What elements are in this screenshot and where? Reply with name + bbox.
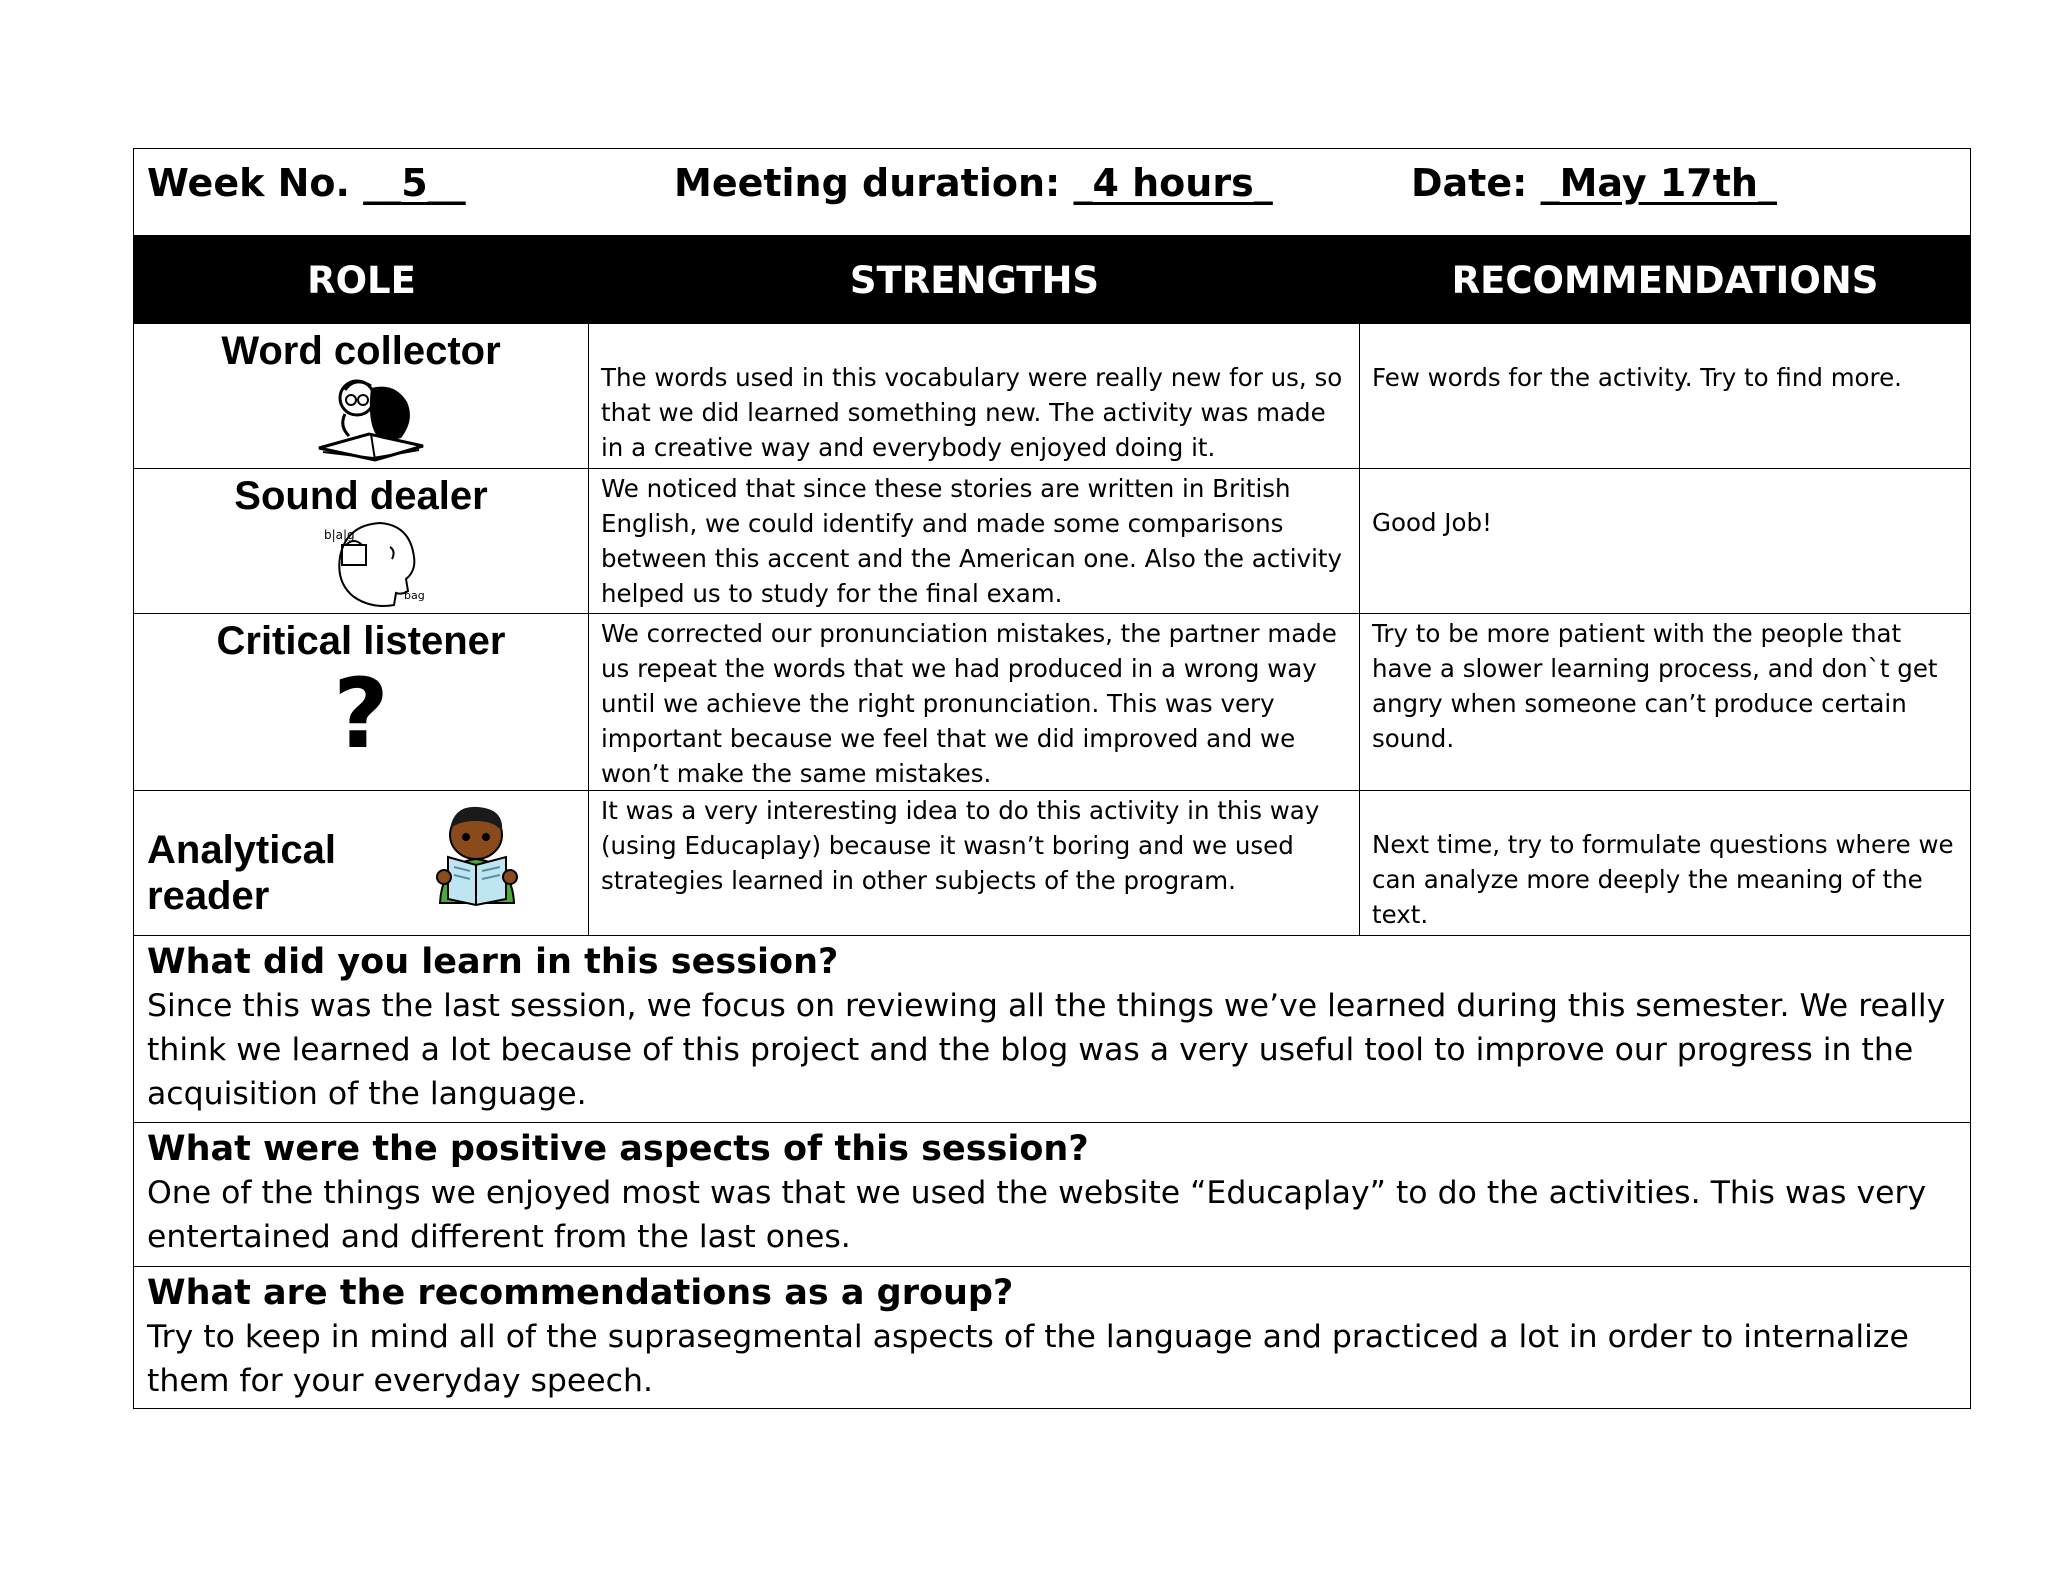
reading-book-icon <box>315 370 427 462</box>
table-row <box>134 613 1970 790</box>
role-cell <box>134 791 589 935</box>
date-field <box>1411 161 1777 205</box>
session-report-table <box>133 148 1971 1409</box>
question-block-recommendations <box>134 1266 1970 1408</box>
role-title: Critical listener <box>216 619 506 663</box>
question-block-positive <box>134 1122 1970 1266</box>
column-header-recommendations: RECOMMENDATIONS <box>1451 258 1879 302</box>
column-headers <box>134 236 1970 324</box>
boy-reading-icon <box>426 803 530 907</box>
week-label: Week No. <box>147 161 350 205</box>
strengths-cell: We noticed that since these stories are written in British English, we could identify and made some comparisons between this accent and the American one. Also the activity helped us to study for the final exam. <box>589 469 1360 613</box>
date-value: _May 17th_ <box>1540 161 1777 205</box>
role-title-line-1: Analytical <box>147 828 336 872</box>
strengths-cell: The words used in this vocabulary were really new for us, so that we did learned something new. The activity was made in a creative way and everybody enjoyed doing it. <box>589 324 1360 468</box>
recommendations-cell: Next time, try to formulate questions where we can analyze more deeply the meaning of the text. <box>1372 830 1954 929</box>
column-header-strengths: STRENGTHS <box>849 258 1100 302</box>
strengths-cell: We corrected our pronunciation mistakes, the partner made us repeat the words that we had produced in a wrong way until we achieve the right pronunciation. This was very important because we feel that we did improved and we won’t make the same mistakes. <box>589 614 1360 790</box>
column-header-role: ROLE <box>307 258 416 302</box>
question-title: What were the positive aspects of this session? <box>147 1129 1089 1169</box>
table-row <box>134 324 1970 468</box>
head-sound-icon <box>320 517 430 609</box>
table-row <box>134 468 1970 613</box>
header-row <box>134 149 1970 236</box>
roles-body <box>134 324 1970 935</box>
recommendations-cell: Try to be more patient with the people that have a slower learning process, and don`t get angry when someone can’t produce certain sound. <box>1372 619 1938 753</box>
question-block-learned <box>134 935 1970 1122</box>
role-title <box>147 827 336 919</box>
icon-letters: b|a|g <box>324 528 355 542</box>
question-title: What are the recommendations as a group? <box>147 1273 1014 1313</box>
duration-label: Meeting duration: <box>674 161 1061 205</box>
role-title: Word collector <box>221 329 501 373</box>
question-answer: Since this was the last session, we focus on reviewing all the things we’ve learned during this semester. We really think we learned a lot because of this project and the blog was a very useful tool to improve our progress in the acquisition of the language. <box>147 988 1946 1112</box>
question-mark-icon: ? <box>333 658 389 770</box>
week-field <box>147 161 466 205</box>
strengths-cell: It was a very interesting idea to do this activity in this way (using Educaplay) because it wasn’t boring and we used strategies learned in other subjects of the program. <box>589 791 1360 935</box>
role-cell <box>134 614 589 790</box>
recommendations-cell: Good Job! <box>1372 508 1492 537</box>
question-answer: One of the things we enjoyed most was that we used the website “Educaplay” to do the activities. This was very entertained and different from the last ones. <box>147 1175 1927 1255</box>
icon-word: bag <box>404 589 425 602</box>
role-title: Sound dealer <box>234 474 488 518</box>
role-cell <box>134 469 589 613</box>
question-answer: Try to keep in mind all of the suprasegmental aspects of the language and practiced a lot in order to internalize them for your everyday speech. <box>147 1319 1909 1399</box>
question-title: What did you learn in this session? <box>147 942 839 982</box>
role-title-line-2: reader <box>147 874 270 918</box>
week-value: __5__ <box>363 161 466 205</box>
duration-field <box>674 161 1273 205</box>
role-cell <box>134 324 589 468</box>
table-row <box>134 790 1970 935</box>
recommendations-cell: Few words for the activity. Try to find more. <box>1372 363 1902 392</box>
date-label: Date: <box>1411 161 1528 205</box>
duration-value: _4 hours_ <box>1073 161 1273 205</box>
